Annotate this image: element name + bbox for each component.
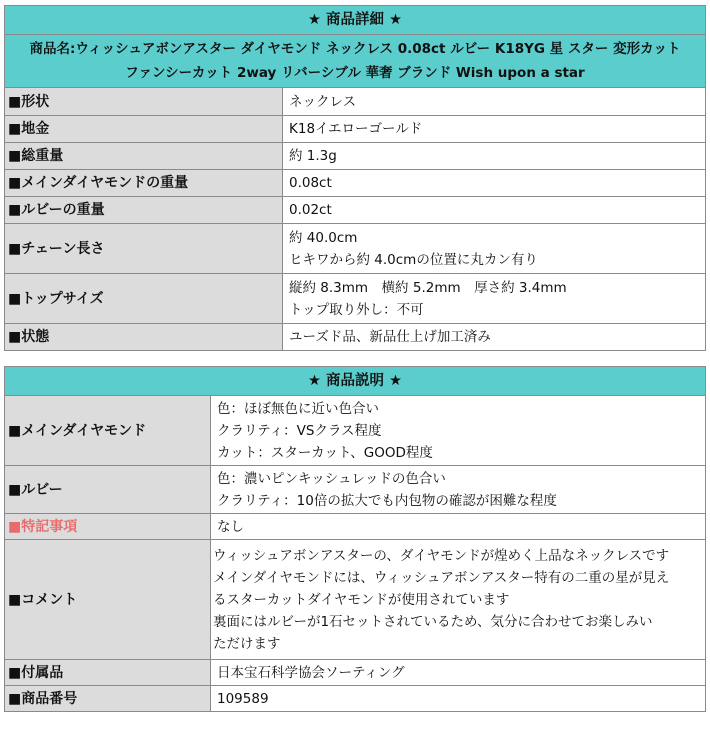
top-size-value (283, 274, 706, 324)
ruby-label: ■ルビー (5, 466, 211, 514)
main-diamond-line-1: 色：ほぼ無色に近い色合い (217, 400, 379, 417)
main-diamond-label: ■メインダイヤモンド (5, 396, 211, 466)
top-size-label: ■トップサイズ (5, 274, 283, 324)
condition-label: ■状態 (5, 324, 283, 351)
chain-length-label: ■チェーン長さ (5, 224, 283, 274)
chain-length-value (283, 224, 706, 274)
product-name-line-1: 商品名:ウィッシュアボンアスター ダイヤモンド ネックレス 0.08ct ルビー K18YG 星 スター 変形カット (29, 41, 681, 57)
product-name (5, 35, 706, 88)
shape-label: ■形状 (5, 88, 283, 116)
ruby-weight-value: 0.02ct (283, 197, 706, 224)
main-diamond-weight-value: 0.08ct (283, 170, 706, 197)
ruby-value (211, 466, 706, 514)
product-name-line-2: ファンシーカット 2way リバーシブル 華奢 ブランド Wish upon a star (125, 65, 585, 81)
product-number-value: 109589 (211, 686, 706, 712)
main-diamond-line-3: カット：スターカット、GOOD程度 (217, 444, 433, 461)
total-weight-label: ■総重量 (5, 143, 283, 170)
description-header: ★ 商品説明 ★ (5, 367, 706, 396)
comment-line-5: ただけます (213, 635, 281, 652)
ruby-line-1: 色：濃いピンキッシュレッドの色合い (217, 470, 446, 487)
special-notes-value: なし (211, 514, 706, 540)
comment-value (211, 540, 706, 660)
main-diamond-line-2: クラリティ：VSクラス程度 (217, 422, 382, 439)
special-notes-label: ■特記事項 (5, 514, 211, 540)
total-weight-value: 約 1.3g (283, 143, 706, 170)
main-diamond-weight-label: ■メインダイヤモンドの重量 (5, 170, 283, 197)
ruby-weight-label: ■ルビーの重量 (5, 197, 283, 224)
top-size-line-2: トップ取り外し：不可 (289, 301, 424, 318)
metal-value: K18イエローゴールド (283, 116, 706, 143)
chain-length-line-1: 約 40.0cm (289, 229, 358, 246)
condition-value: ユーズド品、新品仕上げ加工済み (283, 324, 706, 351)
details-header: ★ 商品詳細 ★ (5, 6, 706, 35)
comment-line-1: ウィッシュアボンアスターの、ダイヤモンドが煌めく上品なネックレスです (213, 547, 670, 564)
comment-line-2: メインダイヤモンドには、ウィッシュアボンアスター特有の二重の星が見え (213, 569, 670, 586)
accessories-label: ■付属品 (5, 660, 211, 686)
product-number-label: ■商品番号 (5, 686, 211, 712)
product-description-table (4, 366, 706, 712)
ruby-line-2: クラリティ：10倍の拡大でも内包物の確認が困難な程度 (217, 492, 557, 509)
comment-label: ■コメント (5, 540, 211, 660)
product-details-table (4, 5, 706, 351)
shape-value: ネックレス (283, 88, 706, 116)
accessories-value: 日本宝石科学協会ソーティング (211, 660, 706, 686)
top-size-line-1: 縦約 8.3mm 横約 5.2mm 厚さ約 3.4mm (289, 279, 567, 296)
main-diamond-value (211, 396, 706, 466)
metal-label: ■地金 (5, 116, 283, 143)
chain-length-line-2: ヒキワから約 4.0cmの位置に丸カン有り (289, 251, 538, 268)
comment-line-4: 裏面にはルビーが1石セットされているため、気分に合わせてお楽しみい (213, 613, 653, 630)
comment-line-3: るスターカットダイヤモンドが使用されています (213, 591, 510, 608)
